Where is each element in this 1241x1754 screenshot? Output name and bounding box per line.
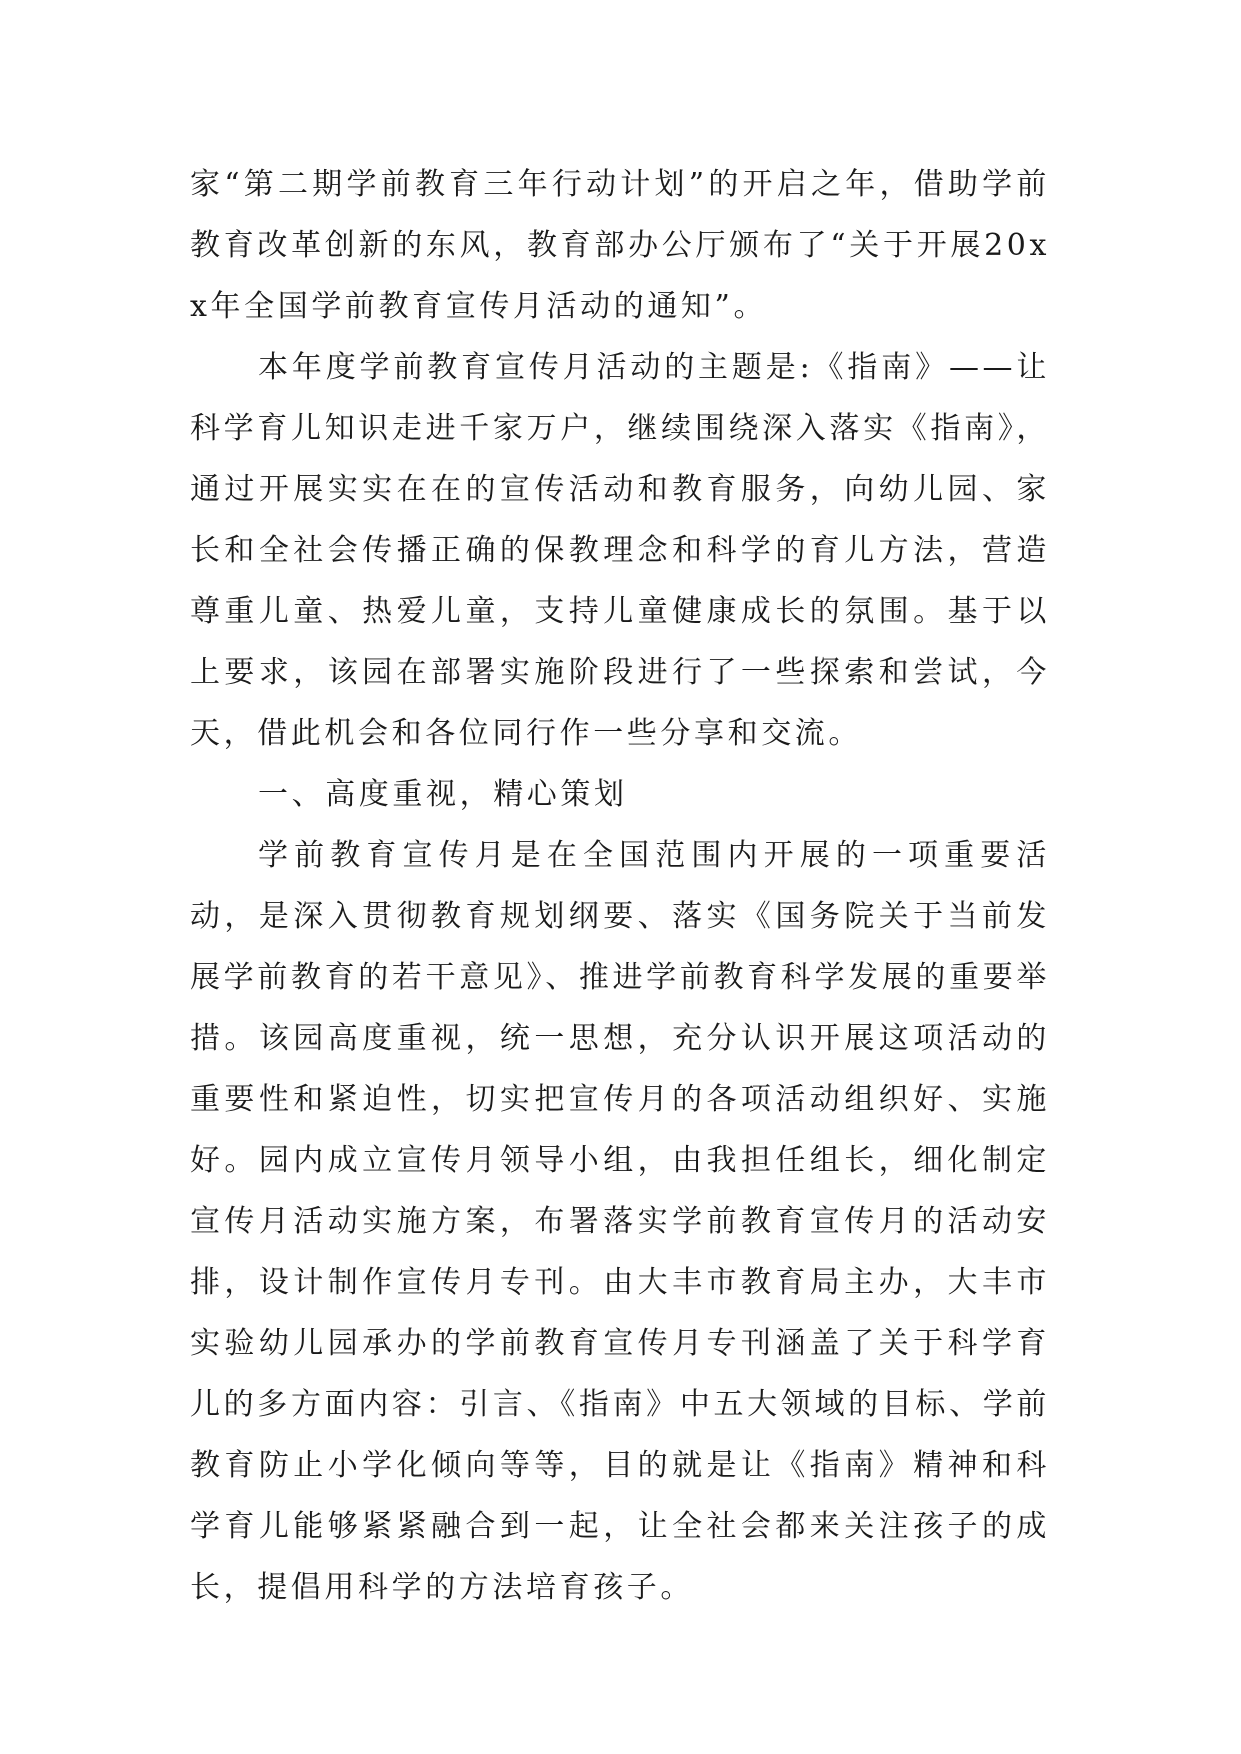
document-body [190,154,1050,1618]
paragraph-section-body: 学前教育宣传月是在全国范围内开展的一项重要活动，是深入贯彻教育规划纲要、落实《国务院关于当前发展学前教育的若干意见》、推进学前教育科学发展的重要举措。该园高度重视，统一思想，充分认识开展这项活动的重要性和紧迫性，切实把宣传月的各项活动组织好、实施好。园内成立宣传月领导小组，由我担任组长，细化制定宣传月活动实施方案，布署落实学前教育宣传月的活动安排，设计制作宣传月专刊。由大丰市教育局主办，大丰市实验幼儿园承办的学前教育宣传月专刊涵盖了关于科学育儿的多方面内容：引言、《指南》中五大领域的目标、学前教育防止小学化倾向等等，目的就是让《指南》精神和科学育儿能够紧紧融合到一起，让全社会都来关注孩子的成长，提倡用科学的方法培育孩子。 [190,838,1050,1605]
paragraph-theme: 本年度学前教育宣传月活动的主题是:《指南》——让科学育儿知识走进千家万户，继续围绕深入落实《指南》，通过开展实实在在的宣传活动和教育服务，向幼儿园、家长和全社会传播正确的保教理念和科学的育儿方法，营造尊重儿童、热爱儿童，支持儿童健康成长的氛围。基于以上要求，该园在部署实施阶段进行了一些探索和尝试，今天，借此机会和各位同行作一些分享和交流。 [190,350,1050,751]
section-heading: 一、高度重视，精心策划 [258,777,628,812]
paragraph-intro-continuation: 家“第二期学前教育三年行动计划”的开启之年，借助学前教育改革创新的东风，教育部办公厅颁布了“关于开展20xx年全国学前教育宣传月活动的通知”。 [190,167,1050,324]
